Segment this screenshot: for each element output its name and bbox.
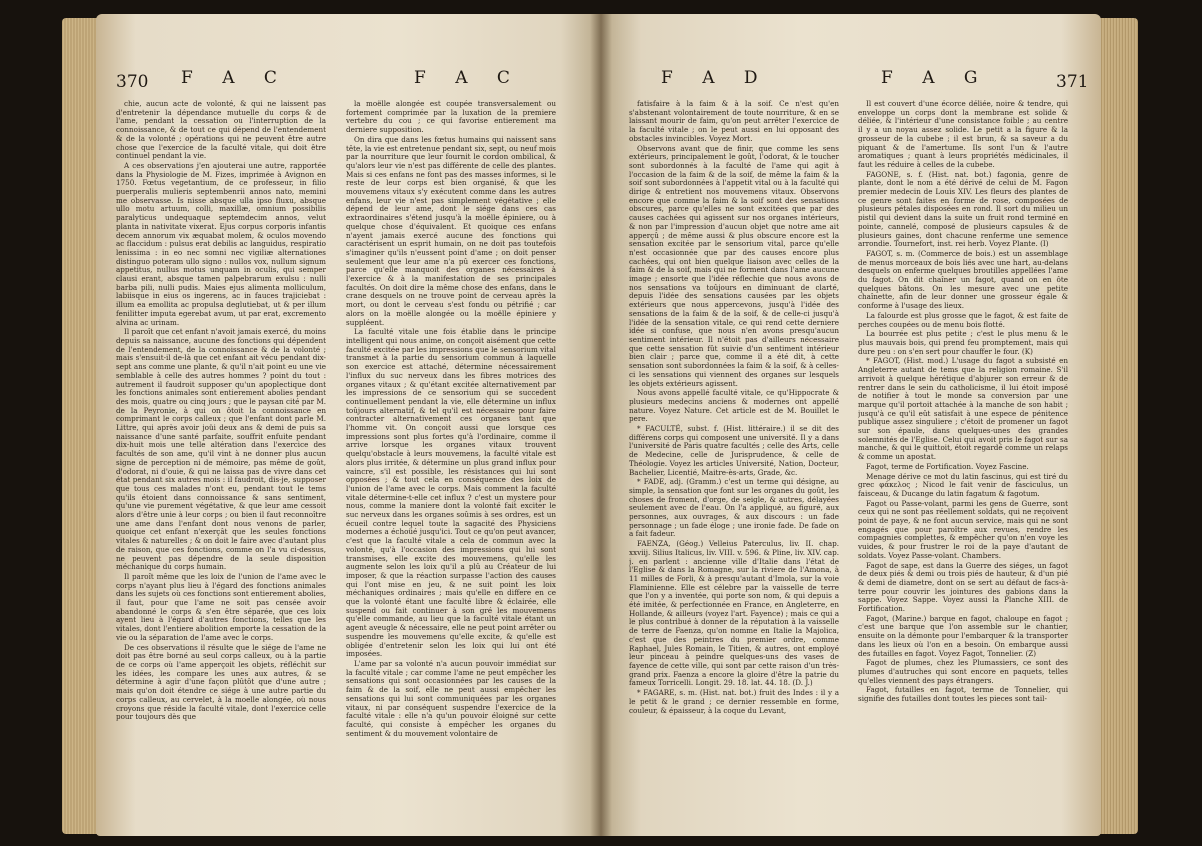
- paragraph: la moëlle alongée est coupée transversalement ou fortement comprimée par la luxation de la premiere vertebre du cou ; ce qui favorise entierement ma derniere supposition.: [346, 100, 556, 135]
- paragraph: Fagot, futailles en fagot, terme de Tonnelier, qui signifie des futailles dont toutes les pieces sont tail-: [858, 685, 1068, 704]
- left-page: [96, 14, 601, 836]
- paragraph: fatisfaire à la faim & à la soif. Ce n'est qu'en s'abstenant volontairement de toute nourriture, & en se laissant mourir de faim, qu'on peut arrêter l'exercice de la faculté vitale ; on le peut aussi en lui opposant des obstacles invincibles. Voyez Mort.: [629, 100, 839, 143]
- paragraph: On dira que dans les fœtus humains qui naissent sans tête, la vie est entretenue pendant six, sept, ou neuf mois par la nourriture que leur fournit le cordon ombilical, & qu'alors leur vie n'est pas différente de celle des plantes. Mais si ces enfans ne font pas des masses informes, si le reste de leur corps est bien organisé, & que les mouvemens vitaux s'y exécutent comme dans les autres enfans, leur vie n'est pas simplement végétative ; elle dépend de leur ame, dont le siége dans ces cas extraordinaires s'étend jusqu'à la moëlle épiniere, ou à quelque chose d'équivalent. Et quoique ces enfans n'ayent jamais exercé aucune des fonctions qui caractérisent un esprit humain, on ne doit pas toutefois s'imaginer qu'ils n'eussent point d'ame ; on doit penser seulement que leur ame n'a pû exercer ces fonctions, parce qu'elle manquoit des organes nécessaires à l'exercice & à la manifestation de ses principales facultés. On doit dire la même chose des enfans, dans le crane desquels on ne trouve point de cerveau après la mort, ou dont le cerveau s'est fondu ou pétrifié ; car alors on la moëlle alongée ou la moëlle épiniere y suppléent.: [346, 134, 556, 327]
- paragraph: Nous avons appellé faculté vitale, ce qu'Hippocrate & plusieurs medecins anciens & modernes ont appellé nature. Voyez Nature. Cet article est de M. Bouillet le pere.: [629, 388, 839, 424]
- paragraph: chie, aucun acte de volonté, & qui ne laissent pas d'entretenir la dépendance mutuelle du corps & de l'ame, pendant la cessation ou l'interruption de la connoissance, & de tout ce qui dépend de l'entendement & de la volonté ; opérations qui ne peuvent être autre chose que l'exercice de la faculté vitale, qui doit être continuel pendant la vie.: [116, 100, 326, 161]
- text-column: [858, 100, 1068, 835]
- paragraph: Il est couvert d'une écorce déliée, noire & tendre, qui enveloppe un corps dont la membrane est solide & déliée, & l'intérieur d'une consistance foible ; au centre il y a un noyau assez solide. Le petit a la figure & la grosseur de la cubebe ; il est brun, & sa saveur a du piquant & de l'amertume. Ils sont l'un & l'autre aromatiques ; quant à leurs propriétés médicinales, il faut les réduire à celles de la cubebe.: [858, 100, 1068, 169]
- paragraph: FAENZA, (Géog.) Velleius Paterculus, liv. II. chap. xxviij. Silius Italicus, liv. VIII. v. 596. & Pline, liv. XIV. cap. j. en parlent : ancienne ville d'Italie dans l'état de l'Eglise & dans la Romagne, sur la riviere de l'Amona, à 11 milles de Forli, & à presqu'autant d'Imola, sur la voie Flaminienne. Elle est célebre par la vaisselle de terre que l'on y a inventée, qui porte son nom, & qui depuis a été imitée, & perfectionnée en France, en Angleterre, en Hollande, & ailleurs (voyez l'art. Fayence) ; mais ce qui a le plus contribué à donner de la réputation à la vaisselle de terre de Faenza, qu'on nomme en Italie la Majolica, c'est que des peintres du premier ordre, comme Raphael, Jules Romain, le Titien, & autres, ont employé leur pinceau à peindre quelques-uns des vases de fayence de cette ville, qui sont par cette raison d'un très-grand prix. Faenza a encore la gloire d'être la patrie du fameux Torricelli. Longit. 29. 18. lat. 44. 18. (D. J.): [629, 539, 839, 688]
- paragraph: La falourde est plus grosse que le fagot, & est faite de perches coupées ou de menu bois flotté.: [858, 310, 1068, 329]
- text-column: [116, 100, 326, 835]
- running-head: F A C: [181, 68, 289, 88]
- text-column: [346, 100, 556, 835]
- paragraph: Fagot ou Passe-volant, parmi les gens de Guerre, sont ceux qui ne sont pas réellement soldats, qui ne reçoivent point de paye, & ne font aucun service, mais qui ne sont engagés que pour paroître aux revues, rendre les compagnies complettes, & empêcher qu'on n'en voye les vuides, & pour frustrer le roi de la paye d'autant de soldats. Voyez Passe-volant. Chambers.: [858, 498, 1068, 560]
- paragraph: Fagot de plumes, chez les Plumassiers, ce sont des plumes d'autruches qui sont encore en paquets, telles qu'elles viennent des pays étrangers.: [858, 658, 1068, 685]
- paragraph: La bourrée est plus petite ; c'est le plus menu & le plus mauvais bois, qui prend feu promptement, mais qui dure peu : on s'en sert pour chauffer le four. (K): [858, 329, 1068, 356]
- paragraph: FAGONE, s. f. (Hist. nat. bot.) fagonia, genre de plante, dont le nom a été dérivé de celui de M. Fagon premier medecin de Louis XIV. Les fleurs des plantes de ce genre sont faites en forme de rose, composées de plusieurs pétales disposées en rond. Il sort du milieu un pistil qui devient dans la suite un fruit rond terminé en pointe, cannelé, composé de plusieurs capsules & de plusieurs gaines, dont chacune renferme une semence arrondie. Tournefort, inst. rei herb. Voyez Plante. (I): [858, 169, 1068, 249]
- paragraph: A ces observations j'en ajouterai une autre, rapportée dans la Physiologie de M. Fizes, imprimée à Avignon en 1750. Fœtus vegetantium, de ce professeur, in filio puerperalis mulieris septembenrii annos nato, memini me observasse. Is nisse absque ulla ipso fluxu, absque ullo motu artuum, colli, maxillæ, omnium possibilis paralyticus undequaque septemdecim annos, velut planta in nativitate vixerat. Ejus corpus corporis infantis decem annorum vix æquabat molem, & oculos movendo ac flaccidum : pulsus erat debilis ac languidus, respiratio lenissima : in eo nec somni nec vigiliæ alternationes distinguo poteram ullo signo : nullos vox, nullum signum appetitus, nullus motus unquam in oculis, qui semper clausi erant, absque tamen palpebrarum exulsu : nulli barba pili, nulli pudis. Maies ejus alimenta molliculum, labiisque in eius os ingerens, ac in fauces trajiciebat : illum ea emollita ac propulsa deglutiebat, ut & per illum fenilitter imputa egerebat avum, ut par erat, excremento alvina ac urinam.: [116, 160, 326, 327]
- book-gutter: [590, 14, 612, 836]
- paragraph: Il paroît même que les loix de l'union de l'ame avec le corps n'ayant plus lieu à l'égard des fonctions animales dans les sujets où ces fonctions sont entierement abolies, il faut, pour que l'ame ne soit pas censée avoir abandonné le corps & s'en être séparée, que ces loix ayent lieu à l'égard d'autres fonctions, telles que les vitales, dont l'entiere abolition emporte la cessation de la vie ou la séparation de l'ame avec le corps.: [116, 571, 326, 642]
- paragraph: FAGOT, s. m. (Commerce de bois.) est un assemblage de menus morceaux de bois liés avec une hart, au-delans desquels on enferme quelques broutilles appellées l'ame du fagot. On dit chaîner un fagot, quand on en ôte quelques bâtons. On les mesure avec une petite chaînette, afin de leur donner une grosseur égale & conforme à l'usage des lieux.: [858, 248, 1068, 311]
- page-edges-right: [1098, 18, 1138, 834]
- paragraph: Fagot, terme de Fortification. Voyez Fascine.: [866, 461, 1029, 471]
- page-number: 371: [1056, 72, 1089, 92]
- paragraph: * FAGOT, (Hist. mod.) L'usage du fagot a subsisté en Angleterre autant de tems que la religion romaine. S'il arrivoit à quelque hérétique d'abjurer son erreur & de rentrer dans le sein du catholicisme, il lui étoit imposé de notifier à tout le monde sa conversion par une marque qu'il portoit attachée à la manche de son habit ; jusqu'à ce qu'il eût satisfait à une espece de pénitence publique assez singuliere ; c'étoit de promener un fagot sur son épaule, dans quelques-unes des grandes solemnités de l'Eglise. Celui qui avoit pris le fagot sur sa manche, & qui le quittoit, étoit regardé comme un relaps & comme un apostat.: [858, 356, 1068, 462]
- page-edges-left: [62, 18, 100, 834]
- running-head: F A G: [881, 68, 990, 88]
- running-head: F A D: [661, 68, 770, 88]
- running-head: F A C: [414, 68, 522, 88]
- paragraph: Menage dérive ce mot du latin fascinus, qui est tiré du grec φάκελος ; Nicod le fait venir de fasciculus, un faisceau, & Ducange du latin fagatum & fagotum.: [858, 471, 1068, 498]
- paragraph: La faculté vitale une fois établie dans le principe intelligent qui nous anime, on conçoit aisément que cette faculté excitée par les impressions que le sensorium vital transmet à la partie du sensorium commun à laquelle son exercice est attaché, détermine nécessairement l'influx du suc nerveux dans les fibres motrices des organes vitaux ; & qu'étant excitée alternativement par les impressions de ce sensorium qui se succedent continuellement pendant la vie, elle détermine un influx toûjours alternatif, & tel qu'il est nécessaire pour faire contracter alternativement ces organes tant que l'homme vit. On conçoit aussi que lorsque ces impressions sont plus fortes qu'à l'ordinaire, comme il arrive lorsque les organes vitaux trouvent quelqu'obstacle à leurs mouvemens, la faculté vitale est alors plus irritée, & détermine un plus grand influx pour vaincre, s'il est possible, les résistances qui lui sont opposées ; & tout cela en conséquence des loix de l'union de l'ame avec le corps. Mais comment la faculté vitale détermine-t-elle cet influx ? c'est un mystere pour nous, comme la maniere dont la volonté fait exciter le suc nerveux dans les organes soûmis à ses ordres, est un écueil contre lequel toute la sagacité des Physiciens modernes a échoüé jusqu'ici. Tout ce qu'on peut avancer, c'est que la faculté vitale a cela de commun avec la volonté, qu'à l'occasion des impressions qui lui sont transmises, elle excite des mouvemens, qu'elle les augmente selon les loix qu'il a plû au Créateur de lui imposer, & que la réaction surpasse l'action des causes qui l'ont mise en jeu, & ne suit point les loix méchaniques ordinaires ; mais qu'elle en differe en ce que la volonté étant une faculté libre & éclairée, elle suspend ou fait continuer à son gré les mouvemens qu'elle commande, au lieu que la faculté vitale étant un agent aveugle & nécessaire, elle ne peut point arrêter ou suspendre les mouvemens qu'elle excite, & qu'elle est obligée d'entretenir selon les loix qui lui ont été imposées.: [346, 327, 556, 659]
- paragraph: Fagot, (Marine.) barque en fagot, chaloupe en fagot ; c'est une barque que l'on assemble sur le chantier, ensuite on la démonte pour l'embarquer & la transporter dans les lieux où l'on en a besoin. On embarque aussi des futailles en fagot. Voyez Fagot, Tonnelier. (Z): [858, 613, 1068, 658]
- paragraph: * FACULTÉ, subst. f. (Hist. littéraire.) il se dit des différens corps qui composent une université. Il y a dans l'université de Paris quatre facultés ; celle des Arts, celle de Medecine, celle de Jurisprudence, & celle de Théologie. Voyez les articles Université, Nation, Docteur, Bachelier, Licentié, Maitre-ès-arts, Grade, &c.: [629, 424, 839, 477]
- text-column: [629, 100, 839, 835]
- paragraph: Observons avant que de finir, que comme les sens extérieurs, principalement le goût, l'odorat, & le toucher sont subordonnés à la faculté de l'ame qui agit à l'occasion de la faim & de la soif, de même la faim & la soif sont subordonnées à l'appetit vital ou à la faculté qui dirige & entretient nos mouvemens vitaux. Observons encore que comme la faim & la soif sont des sensations obscures, parce qu'elles ne sont excitées que par des causes cachées qui agissent sur nos organes intérieurs, & non par l'impression d'aucun objet que notre ame ait apperçû ; de même aussi & plus obscure encore est la sensation excitée par le sensorium vital, parce qu'elle n'est occasionnée que par des causes encore plus cachées, qui ont bien quelque liaison avec celles de la faim & de la soif, mais qui ne forment dans l'ame aucune image ; ensorte que l'idée réflechie que nous avons de nos sensations va toûjours en diminuant de clarté, depuis l'idée des sensations causées par les objets extérieurs que nous appercevons, jusqu'à l'idée des sensations de la faim & de la soif, & de celle-ci jusqu'à l'idée de la sensation vitale, ce qui rend cette derniere idée si confuse, que nous n'en avons presqu'aucun sentiment intérieur. Il n'étoit pas d'ailleurs nécessaire que cette sensation fût suivie d'un sentiment intérieur bien clair ; parce que, comme il a été dit, à cette sensation sont subordonnées la faim & la soif, & à celles-ci les sensations qui viennent des organes sur lesquels les objets extérieurs agissent.: [629, 143, 839, 388]
- paragraph: Fagot de sape, est dans la Guerre des siéges, un fagot de deux piés & demi ou trois piés de hauteur, & d'un pié & demi de diametre, dont on se sert au défaut de facs-à-terre pour couvrir les jointures des gabions dans la sappe. Voyez Sappe. Voyez aussi la Planche XIII. de Fortification.: [858, 560, 1068, 614]
- paragraph: * FADE, adj. (Gramm.) c'est un terme qui désigne, au simple, la sensation que font sur les organes du goût, les choses de froment, d'orge, de seigle, & autres, délayées seulement avec de l'eau. On l'a appliqué, au figuré, aux personnes, aux ouvrages, & aux discours : un fade personnage ; un fade éloge ; une ironie fade. De fade on a fait fadeur.: [629, 477, 839, 539]
- paragraph: De ces observations il résulte que le siége de l'ame ne doit pas être borné au seul corps calleux, ou à la partie de ce corps où l'ame apperçoit les objets, réfléchit sur les idées, les compare les unes aux autres, & se détermine à agir d'une façon plûtôt que d'une autre ; mais qu'on doit étendre ce siége à une autre partie du corps calleux, au cervelet, à la moelle alongée, où nous croyons que réside la faculté vitale, dont l'exercice celle pour toujours dès que: [116, 642, 326, 722]
- right-page: [601, 14, 1101, 836]
- paragraph: Il paroît que cet enfant n'avoit jamais exercé, du moins depuis sa naissance, aucune des fonctions qui dépendent de l'entendement, de la connoissance & de la volonté ; mais s'ensuit-il de-là que cet enfant ait vécu pendant dix-sept ans comme une plante, & qu'il n'ait point eu une vie semblable à celle des autres hommes ? point du tout : autrement il faudroit supposer qu'un apoplectique dont les fonctions animales sont entierement abolies pendant des mois, quatre ou cinq jours ; que le paysan cité par M. de la Peyronie, à qui on ôtoit la connoissance en comprimant le corps calleux ; que l'enfant dont parle M. Littre, qui après avoir joüi deux ans & demi de puis sa naissance d'une santé parfaite, souffrit enfuite pendant dix-huit mois une telle altération dans l'exercice des facultés de son ame, qu'il vint à ne donner plus aucun signe de perception ni de mémoire, pas même de goût, d'odorat, ni d'ouie, & qui ne laissa pas de vivre dans cet état pendant six autres mois : il faudroit, dis-je, supposer que tous ces malades n'ont eu, pendant tout le tems qu'ils étoient dans connoissance & sans sentiment, qu'une vie purement végétative, & que leur ame cessoit alors d'être unie à leur corps ; ou bien il faut reconnoître une ame dans l'enfant dont nous venons de parler, quoique cet enfant n'exerçât que les seules fonctions vitales & naturelles ; & on doit le faire avec d'autant plus de raison, que ces fonctions, comme on l'a vu ci-dessus, ne peuvent pas dépendre de la seule disposition méchanique du corps humain.: [116, 327, 326, 572]
- paragraph: L'ame par sa volonté n'a aucun pouvoir immédiat sur la faculté vitale ; car comme l'ame ne peut empêcher les sensations qui sont occasionnées par les causes de la faim & de la soif, elle ne peut aussi empêcher les sensations qui lui sont communiquées par les organes vitaux, ni par conséquent suspendre l'exercice de la faculté vitale : elle n'a qu'un pouvoir éloigné sur cette faculté, qui consiste à empêcher les organes du sentiment & du mouvement volontaire de: [346, 659, 556, 738]
- paragraph: * FAGARE, s. m. (Hist. nat. bot.) fruit des Indes : il y a le petit & le grand ; ce dernier ressemble en forme, couleur, & épaisseur, à la coque du Levant,: [629, 688, 839, 715]
- page-number: 370: [116, 72, 149, 92]
